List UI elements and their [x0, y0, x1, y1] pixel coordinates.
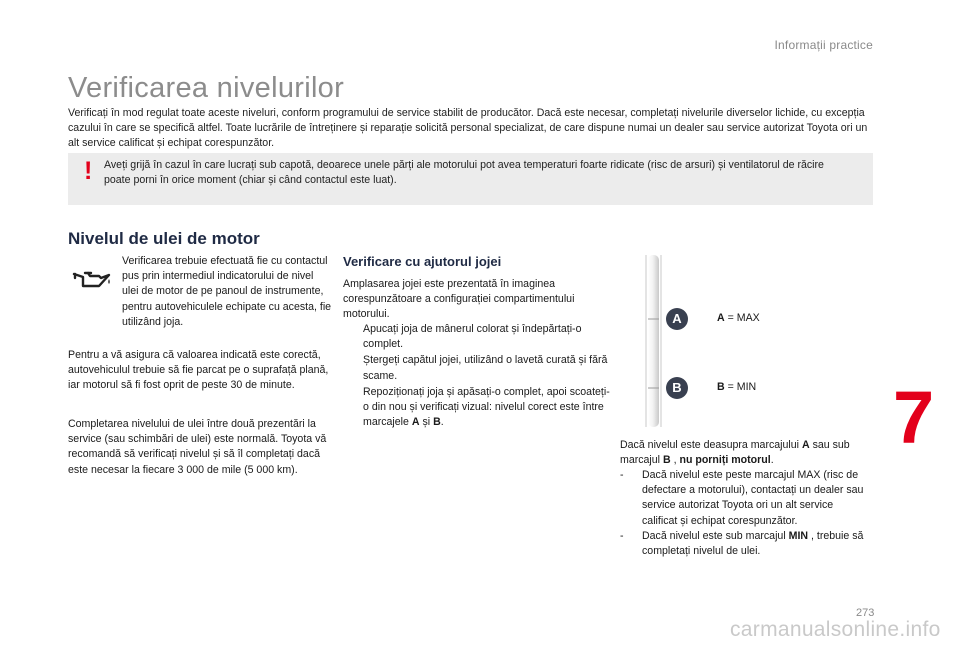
watermark: carmanualsonline.info — [730, 618, 941, 641]
chapter-number: 7 — [893, 376, 935, 459]
mark-a-label: A = MAX — [717, 312, 760, 324]
dipstick-illustration — [645, 255, 662, 427]
mark-b-badge: B — [666, 377, 688, 399]
warning-text: Aveți grijă în cazul în care lucrați sub capotă, deoarece unele părți ale motorului pot avea temperaturi foarte ridicate (risc de arsuri) și ventilatorul de răcire poate porni în orice moment (chiar și când contactul este luat). — [104, 159, 824, 187]
oil-paragraph-level: Pentru a vă asigura că valoarea indicată este corectă, autovehiculul trebuie să fie parcat pe o suprafață plană, iar motorul să fi fost oprit de peste 30 de minute. — [68, 349, 329, 392]
list-item: Repoziționați joja și apăsați-o complet, apoi scoateți-o din nou și verificați vizual: nivelul corect este între marcajele A și B. — [363, 385, 610, 429]
dipstick-title: Verificare cu ajutorul jojei — [343, 254, 502, 269]
intro-paragraph: Verificați în mod regulat toate aceste niveluri, conform programului de service stabilit de producător. Dacă este necesar, completați nivelurile diverselor lichide, cu excepția cazului în care se specifică altfel. Toate lucrările de întreținere și reparație solicită personal specializat, de care dispune numai un dealer sau service autorizat Toyota ori un alt service calificat și echipat corespunzător. — [68, 107, 868, 150]
page-number: 273 — [856, 607, 875, 619]
level-actions — [620, 468, 870, 559]
mark-a-badge: A — [666, 308, 688, 330]
warning-icon: ! — [84, 157, 93, 185]
dipstick-intro: Amplasarea jojei este prezentată în imaginea corespunzătoare a configurației compartimentului motorului. — [343, 278, 575, 321]
engine-oil-title: Nivelul de ulei de motor — [68, 229, 260, 248]
oil-can-icon — [72, 265, 112, 291]
list-item: - Dacă nivelul este sub marcajul MIN , trebuie să completați nivelul de ulei. — [620, 529, 864, 558]
list-item: Ștergeți capătul jojei, utilizând o lavetă curată și fără scame. — [363, 354, 608, 382]
mark-b-label: B = MIN — [717, 381, 757, 393]
oil-paragraph-topup: Completarea nivelului de ulei între două prezentări la service (sau schimbări de ulei) este normală. Toyota vă recomandă să verificați nivelul și să îl completați dacă este necesar la fiecare 3 000 de mile (5 000 km). — [68, 418, 327, 476]
oil-indicator-text: Verificarea trebuie efectuată fie cu contactul pus prin intermediul indicatorului de nivel ulei de motor de pe panoul de instrumente, pentru autovehiculele echipate cu acesta, fie utilizând joja. — [122, 255, 332, 328]
level-outside-warning: Dacă nivelul este deasupra marcajului A sau sub marcajul B , nu porniți motorul. — [620, 439, 850, 467]
section-header: Informații practice — [774, 38, 873, 52]
list-item: - Dacă nivelul este peste marcajul MAX (risc de defectare a motorului), contactați un dealer sau service autorizat Toyota ori un alt service calificat și echipat corespunzător. — [620, 469, 864, 527]
list-item: Apucați joja de mânerul colorat și îndepărtați-o complet. — [363, 323, 582, 351]
page-title: Verificarea nivelurilor — [68, 72, 345, 104]
dipstick-steps — [343, 322, 613, 431]
